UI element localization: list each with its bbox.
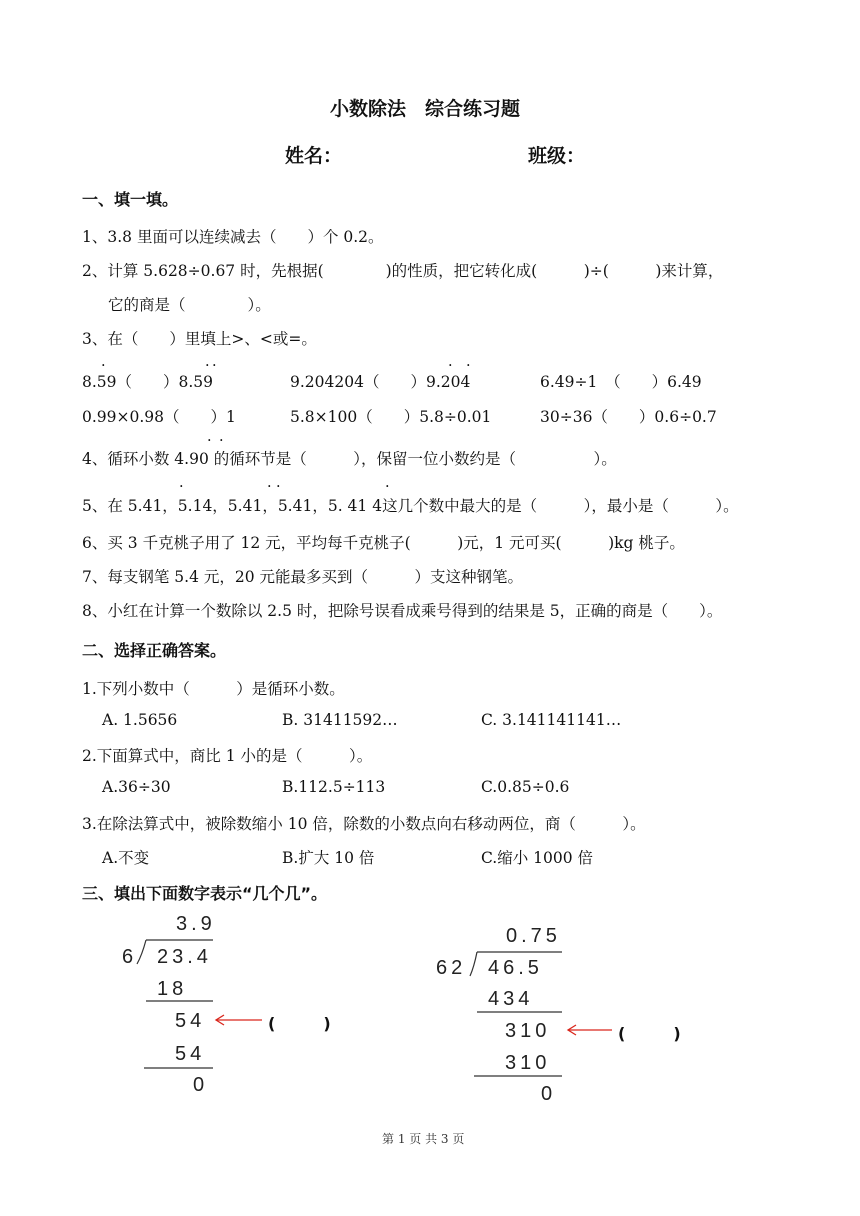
- division1-quotient: 3.9: [176, 913, 216, 935]
- name-label: 姓名：: [285, 145, 343, 167]
- option-b: B. 31411592…: [282, 711, 398, 729]
- page-footer: 第 1 页 共 3 页: [382, 1132, 465, 1146]
- division1-step3: 54: [175, 1043, 206, 1065]
- option-b: B.扩大 10 倍: [282, 849, 375, 867]
- option-c: C.缩小 1000 倍: [481, 849, 594, 867]
- division2-quotient: 0.75: [506, 925, 561, 947]
- compare-item: 8.59（ ）8.59: [82, 373, 214, 391]
- question-2-2: 2.下面算式中，商比 1 小的是（ ）。: [82, 747, 373, 765]
- repeat-dot: ·: [466, 358, 471, 374]
- division2-divisor: 62: [436, 957, 467, 979]
- division1-remainder: 0: [193, 1074, 209, 1096]
- compare-item: 30÷36（ ）0.6÷0.7: [540, 408, 717, 426]
- division1-bracket: [137, 940, 146, 964]
- division1-step1: 18: [157, 978, 188, 1000]
- question-1-6: 6、买 3 千克桃子用了 12 元，平均每千克桃子( )元，1 元可买( )kg 桃子。: [82, 534, 685, 552]
- section2-heading: 二、选择正确答案。: [82, 641, 227, 660]
- division1-answer-blank: ( ): [268, 1014, 331, 1033]
- repeat-dot: ·: [448, 358, 453, 374]
- division2-answer-blank: ( ): [618, 1024, 681, 1043]
- question-1-4: 4、循环小数 4.90 的循环节是（ ），保留一位小数约是（ ）。: [82, 450, 617, 468]
- option-c: C. 3.141141141…: [481, 711, 622, 729]
- option-c: C.0.85÷0.6: [481, 778, 570, 796]
- repeat-dot: ·: [385, 479, 390, 495]
- section1-heading: 一、填一填。: [82, 190, 179, 209]
- repeat-dot: ·: [207, 433, 212, 449]
- division2-dividend: 46.5: [488, 957, 543, 979]
- repeat-dot: ·: [205, 358, 210, 374]
- division1-divisor: 6: [122, 946, 138, 968]
- repeat-dot: ·: [212, 358, 217, 374]
- section3-heading: 三、填出下面数字表示“几个几”。: [82, 884, 328, 903]
- division2-remainder: 0: [541, 1083, 557, 1105]
- question-1-3: 3、在（ ）里填上>、<或=。: [82, 330, 317, 348]
- question-1-5: 5、在 5.41，5.14，5.41，5.41，5. 41 4这几个数中最大的是（ ），最小是（ ）。: [82, 497, 739, 515]
- repeat-dot: ·: [101, 358, 106, 374]
- compare-item: 9.204204（ ）9.204: [290, 373, 471, 391]
- repeat-dot: ·: [219, 433, 224, 449]
- option-b: B.112.5÷113: [282, 778, 386, 796]
- question-1-2-line1: 2、计算 5.628÷0.67 时，先根据( )的性质，把它转化成( )÷( )来计算，: [82, 262, 724, 280]
- question-1-1: 1、3.8 里面可以连续减去（ ）个 0.2。: [82, 228, 384, 246]
- question-1-8: 8、小红在计算一个数除以 2.5 时，把除号误看成乘号得到的结果是 5，正确的商是（ ）。: [82, 602, 723, 620]
- class-label: 班级：: [528, 145, 586, 167]
- question-1-2-line2: 它的商是（ ）。: [108, 296, 271, 314]
- compare-item: 5.8×100（ ）5.8÷0.01: [290, 408, 492, 426]
- option-a: A. 1.5656: [102, 711, 178, 729]
- question-2-1: 1.下列小数中（ ）是循环小数。: [82, 680, 345, 698]
- repeat-dot: ·: [179, 479, 184, 495]
- compare-item: 6.49÷1 （ ）6.49: [540, 373, 702, 391]
- repeat-dot: ·: [267, 479, 272, 495]
- option-a: A.36÷30: [102, 778, 171, 796]
- compare-item: 0.99×0.98（ ）1: [82, 408, 236, 426]
- option-a: A.不变: [102, 849, 150, 867]
- division2-step3: 310: [505, 1052, 551, 1074]
- division1-step2: 54: [175, 1010, 206, 1032]
- division1-dividend: 23.4: [157, 946, 212, 968]
- division2-step2: 310: [505, 1020, 551, 1042]
- division2-step1: 434: [488, 988, 534, 1010]
- question-1-7: 7、每支钢笔 5.4 元，20 元能最多买到（ ）支这种钢笔。: [82, 568, 524, 586]
- question-2-3: 3.在除法算式中，被除数缩小 10 倍，除数的小数点向右移动两位，商（ ）。: [82, 815, 646, 833]
- repeat-dot: ·: [276, 479, 281, 495]
- division2-bracket: [470, 952, 477, 976]
- page-title: 小数除法 综合练习题: [330, 98, 521, 120]
